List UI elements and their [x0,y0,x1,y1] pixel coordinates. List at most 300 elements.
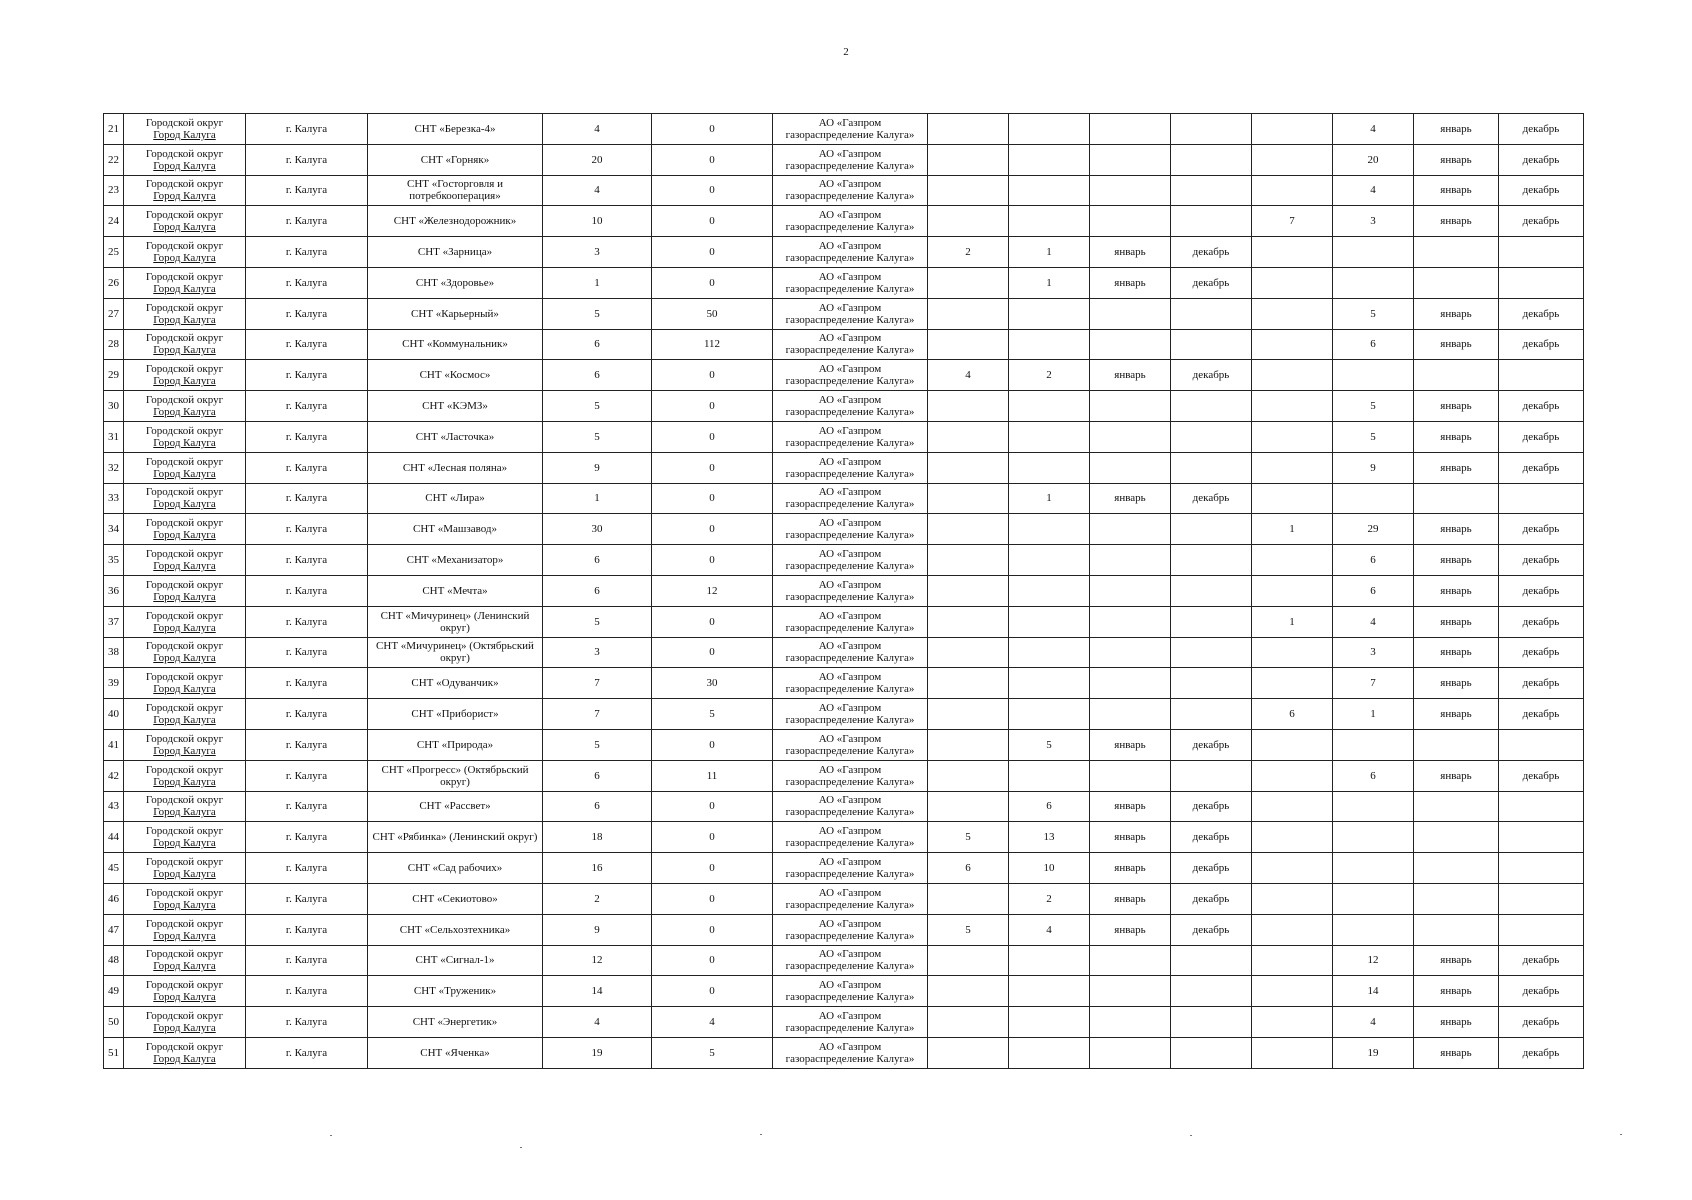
district-line-1: Городской округ [145,609,224,622]
district-cell [124,914,246,945]
value-col13-cell [1333,360,1414,391]
end-month-col11-cell [1171,1037,1252,1068]
start-month-col10-cell: январь [1090,267,1171,298]
district-cell [124,329,246,360]
district-line-1: Городской округ [145,886,224,899]
start-month-col10-cell [1090,421,1171,452]
value-col13-cell: 6 [1333,329,1414,360]
start-month-col14-cell: январь [1414,391,1499,422]
start-month-col14-cell: январь [1414,668,1499,699]
start-month-col10-cell: январь [1090,853,1171,884]
value-col9-cell [1009,1007,1090,1038]
row-number: 29 [104,360,124,391]
snt-name-cell: СНТ «Карьерный» [368,298,543,329]
district-cell [124,144,246,175]
count-total-cell: 5 [543,729,652,760]
row-number: 34 [104,514,124,545]
district-cell [124,575,246,606]
city-cell: г. Калуга [246,114,368,145]
city-cell: г. Калуга [246,606,368,637]
value-col12-cell [1252,360,1333,391]
table-row [104,822,1584,853]
district-line-1: Городской округ [145,640,224,653]
district-line-1: Городской округ [145,548,224,561]
district-cell [124,637,246,668]
end-month-col11-cell [1171,760,1252,791]
value-col9-cell: 6 [1009,791,1090,822]
district-cell [124,883,246,914]
value-col9-cell [1009,206,1090,237]
value-col12-cell: 1 [1252,514,1333,545]
count-second-cell: 0 [652,976,773,1007]
city-cell: г. Калуга [246,945,368,976]
row-number: 49 [104,976,124,1007]
count-second-cell: 0 [652,945,773,976]
city-cell: г. Калуга [246,1037,368,1068]
start-month-col10-cell: январь [1090,360,1171,391]
count-second-cell: 112 [652,329,773,360]
row-number: 32 [104,452,124,483]
count-second-cell: 0 [652,483,773,514]
start-month-col10-cell [1090,545,1171,576]
district-line-1: Городской округ [145,332,224,345]
value-col12-cell [1252,237,1333,268]
table-row [104,514,1584,545]
value-col12-cell [1252,668,1333,699]
value-col13-cell: 4 [1333,114,1414,145]
table-row [104,329,1584,360]
district-line-2: Город Калуга [153,221,216,234]
district-cell [124,483,246,514]
table-row [104,237,1584,268]
count-second-cell: 30 [652,668,773,699]
page-number: 2 [843,46,849,58]
district-cell [124,699,246,730]
district-line-1: Городской округ [145,301,224,314]
district-line-1: Городской округ [145,732,224,745]
value-col9-cell [1009,175,1090,206]
value-col8-cell [928,729,1009,760]
value-col9-cell: 1 [1009,483,1090,514]
count-total-cell: 4 [543,114,652,145]
value-col8-cell [928,175,1009,206]
start-month-col10-cell: январь [1090,822,1171,853]
district-line-2: Город Калуга [153,683,216,696]
row-number: 50 [104,1007,124,1038]
city-cell: г. Калуга [246,545,368,576]
district-line-1: Городской округ [145,671,224,684]
table-row [104,267,1584,298]
end-month-col11-cell [1171,699,1252,730]
end-month-col15-cell: декабрь [1499,329,1584,360]
count-second-cell: 0 [652,267,773,298]
value-col13-cell [1333,791,1414,822]
snt-name-cell: СНТ «Приборист» [368,699,543,730]
value-col13-cell [1333,237,1414,268]
count-second-cell: 50 [652,298,773,329]
value-col8-cell [928,329,1009,360]
gas-distribution-org-cell: АО «Газпром газораспределение Калуга» [773,760,928,791]
count-second-cell: 0 [652,391,773,422]
start-month-col14-cell: январь [1414,945,1499,976]
row-number: 47 [104,914,124,945]
value-col12-cell [1252,391,1333,422]
value-col9-cell [1009,545,1090,576]
end-month-col15-cell [1499,853,1584,884]
start-month-col10-cell [1090,175,1171,206]
start-month-col10-cell: январь [1090,483,1171,514]
district-cell [124,853,246,884]
count-second-cell: 0 [652,114,773,145]
start-month-col10-cell [1090,699,1171,730]
value-col12-cell [1252,421,1333,452]
start-month-col14-cell: январь [1414,175,1499,206]
district-line-2: Город Калуга [153,282,216,295]
gas-distribution-org-cell: АО «Газпром газораспределение Калуга» [773,391,928,422]
value-col9-cell [1009,298,1090,329]
end-month-col15-cell: декабрь [1499,1007,1584,1038]
city-cell: г. Калуга [246,1007,368,1038]
value-col8-cell [928,791,1009,822]
city-cell: г. Калуга [246,822,368,853]
start-month-col10-cell [1090,760,1171,791]
value-col8-cell [928,421,1009,452]
table-row [104,114,1584,145]
snt-name-cell: СНТ «Рябинка» (Ленинский округ) [368,822,543,853]
value-col12-cell [1252,791,1333,822]
value-col9-cell: 5 [1009,729,1090,760]
gas-distribution-org-cell: АО «Газпром газораспределение Калуга» [773,575,928,606]
table-row [104,298,1584,329]
snt-name-cell: СНТ «Лесная поляна» [368,452,543,483]
value-col8-cell [928,391,1009,422]
start-month-col10-cell [1090,945,1171,976]
snt-name-cell: СНТ «Сельхозтехника» [368,914,543,945]
gas-distribution-org-cell: АО «Газпром газораспределение Калуга» [773,976,928,1007]
gas-distribution-org-cell: АО «Газпром газораспределение Калуга» [773,914,928,945]
table-row [104,853,1584,884]
row-number: 26 [104,267,124,298]
city-cell: г. Калуга [246,760,368,791]
end-month-col15-cell: декабрь [1499,1037,1584,1068]
end-month-col15-cell: декабрь [1499,114,1584,145]
district-cell [124,237,246,268]
count-total-cell: 10 [543,206,652,237]
value-col8-cell: 2 [928,237,1009,268]
city-cell: г. Калуга [246,329,368,360]
start-month-col14-cell [1414,483,1499,514]
value-col9-cell [1009,452,1090,483]
value-col9-cell: 2 [1009,883,1090,914]
city-cell: г. Калуга [246,914,368,945]
count-second-cell: 0 [652,545,773,576]
value-col12-cell [1252,1007,1333,1038]
value-col9-cell [1009,514,1090,545]
value-col13-cell: 9 [1333,452,1414,483]
value-col12-cell [1252,637,1333,668]
value-col12-cell [1252,729,1333,760]
start-month-col14-cell: январь [1414,514,1499,545]
value-col13-cell: 19 [1333,1037,1414,1068]
district-line-2: Город Калуга [153,960,216,973]
snt-name-cell: СНТ «Ласточка» [368,421,543,452]
value-col13-cell: 1 [1333,699,1414,730]
start-month-col10-cell [1090,298,1171,329]
district-cell [124,114,246,145]
district-line-2: Город Калуга [153,929,216,942]
row-number: 27 [104,298,124,329]
district-line-1: Городской округ [145,116,224,129]
start-month-col14-cell: январь [1414,637,1499,668]
snt-name-cell: СНТ «Машзавод» [368,514,543,545]
start-month-col10-cell [1090,206,1171,237]
count-total-cell: 6 [543,791,652,822]
snt-name-cell: СНТ «Природа» [368,729,543,760]
value-col8-cell: 5 [928,914,1009,945]
city-cell: г. Калуга [246,237,368,268]
gas-distribution-org-cell: АО «Газпром газораспределение Калуга» [773,298,928,329]
district-cell [124,668,246,699]
count-second-cell: 5 [652,1037,773,1068]
end-month-col11-cell: декабрь [1171,791,1252,822]
row-number: 25 [104,237,124,268]
district-cell [124,175,246,206]
value-col13-cell: 6 [1333,575,1414,606]
count-total-cell: 20 [543,144,652,175]
count-total-cell: 6 [543,360,652,391]
end-month-col15-cell: декабрь [1499,637,1584,668]
city-cell: г. Калуга [246,729,368,760]
count-second-cell: 0 [652,637,773,668]
district-line-1: Городской округ [145,240,224,253]
snt-name-cell: СНТ «Труженик» [368,976,543,1007]
city-cell: г. Калуга [246,391,368,422]
end-month-col11-cell: декабрь [1171,237,1252,268]
end-month-col11-cell: декабрь [1171,883,1252,914]
end-month-col11-cell [1171,114,1252,145]
start-month-col10-cell [1090,637,1171,668]
table-row [104,699,1584,730]
value-col12-cell [1252,575,1333,606]
end-month-col15-cell: декабрь [1499,606,1584,637]
snt-name-cell: СНТ «Механизатор» [368,545,543,576]
start-month-col10-cell [1090,1007,1171,1038]
snt-name-cell: СНТ «Зарница» [368,237,543,268]
end-month-col15-cell: декабрь [1499,760,1584,791]
district-line-2: Город Калуга [153,190,216,203]
count-total-cell: 2 [543,883,652,914]
value-col13-cell: 3 [1333,637,1414,668]
city-cell: г. Калуга [246,267,368,298]
count-total-cell: 1 [543,267,652,298]
end-month-col11-cell: декабрь [1171,267,1252,298]
district-line-2: Город Калуга [153,621,216,634]
table-row [104,175,1584,206]
value-col8-cell [928,545,1009,576]
end-month-col15-cell [1499,237,1584,268]
start-month-col10-cell [1090,606,1171,637]
count-second-cell: 0 [652,452,773,483]
district-cell [124,298,246,329]
gas-distribution-org-cell: АО «Газпром газораспределение Калуга» [773,853,928,884]
value-col12-cell [1252,144,1333,175]
district-line-2: Город Калуга [153,590,216,603]
end-month-col15-cell [1499,360,1584,391]
value-col12-cell [1252,175,1333,206]
gas-distribution-org-cell: АО «Газпром газораспределение Калуга» [773,1007,928,1038]
table-row [104,360,1584,391]
start-month-col10-cell [1090,329,1171,360]
end-month-col11-cell [1171,452,1252,483]
end-month-col11-cell [1171,575,1252,606]
value-col13-cell: 12 [1333,945,1414,976]
count-total-cell: 5 [543,606,652,637]
district-line-1: Городской округ [145,948,224,961]
value-col8-cell [928,452,1009,483]
district-line-1: Городской округ [145,825,224,838]
gas-distribution-org-cell: АО «Газпром газораспределение Калуга» [773,421,928,452]
end-month-col15-cell [1499,483,1584,514]
count-total-cell: 5 [543,298,652,329]
gas-distribution-org-cell: АО «Газпром газораспределение Калуга» [773,729,928,760]
end-month-col15-cell: декабрь [1499,514,1584,545]
city-cell: г. Калуга [246,853,368,884]
district-line-1: Городской округ [145,917,224,930]
value-col13-cell [1333,853,1414,884]
gas-distribution-org-cell: АО «Газпром газораспределение Калуга» [773,945,928,976]
value-col9-cell [1009,1037,1090,1068]
start-month-col14-cell [1414,267,1499,298]
end-month-col11-cell [1171,545,1252,576]
value-col13-cell: 7 [1333,668,1414,699]
snt-name-cell: СНТ «Энергетик» [368,1007,543,1038]
end-month-col11-cell: декабрь [1171,822,1252,853]
district-line-2: Город Калуга [153,898,216,911]
value-col8-cell [928,883,1009,914]
district-cell [124,421,246,452]
table-row [104,883,1584,914]
district-cell [124,822,246,853]
value-col9-cell [1009,606,1090,637]
row-number: 23 [104,175,124,206]
end-month-col11-cell [1171,1007,1252,1038]
value-col13-cell [1333,267,1414,298]
row-number: 48 [104,945,124,976]
end-month-col15-cell [1499,822,1584,853]
snt-name-cell: СНТ «Секиотово» [368,883,543,914]
table-row [104,637,1584,668]
end-month-col11-cell [1171,144,1252,175]
district-line-1: Городской округ [145,856,224,869]
end-month-col11-cell [1171,391,1252,422]
row-number: 31 [104,421,124,452]
end-month-col11-cell [1171,421,1252,452]
end-month-col11-cell: декабрь [1171,483,1252,514]
table-row [104,791,1584,822]
value-col12-cell [1252,483,1333,514]
table-row [104,1007,1584,1038]
city-cell: г. Калуга [246,637,368,668]
city-cell: г. Калуга [246,483,368,514]
district-line-2: Город Калуга [153,529,216,542]
district-line-2: Город Калуга [153,467,216,480]
end-month-col15-cell: декабрь [1499,206,1584,237]
count-second-cell: 0 [652,514,773,545]
value-col12-cell [1252,298,1333,329]
value-col9-cell [1009,144,1090,175]
city-cell: г. Калуга [246,668,368,699]
start-month-col14-cell: январь [1414,760,1499,791]
value-col13-cell: 4 [1333,175,1414,206]
value-col12-cell [1252,760,1333,791]
value-col8-cell [928,668,1009,699]
start-month-col14-cell: январь [1414,298,1499,329]
gas-distribution-org-cell: АО «Газпром газораспределение Калуга» [773,144,928,175]
value-col9-cell: 2 [1009,360,1090,391]
end-month-col11-cell: декабрь [1171,360,1252,391]
count-total-cell: 3 [543,637,652,668]
value-col13-cell [1333,914,1414,945]
value-col8-cell [928,267,1009,298]
snt-name-cell: СНТ «КЭМЗ» [368,391,543,422]
row-number: 41 [104,729,124,760]
district-cell [124,206,246,237]
start-month-col14-cell: январь [1414,421,1499,452]
district-line-1: Городской округ [145,270,224,283]
end-month-col15-cell: декабрь [1499,699,1584,730]
end-month-col15-cell: декабрь [1499,452,1584,483]
count-total-cell: 7 [543,699,652,730]
start-month-col10-cell [1090,575,1171,606]
snt-name-cell: СНТ «Мичуринец» (Ленинский округ) [368,606,543,637]
value-col9-cell [1009,945,1090,976]
district-line-1: Городской округ [145,147,224,160]
count-total-cell: 30 [543,514,652,545]
count-total-cell: 14 [543,976,652,1007]
start-month-col14-cell: январь [1414,699,1499,730]
table-row [104,421,1584,452]
district-line-2: Город Калуга [153,1052,216,1065]
district-line-2: Город Калуга [153,128,216,141]
value-col9-cell [1009,329,1090,360]
end-month-col11-cell [1171,298,1252,329]
row-number: 30 [104,391,124,422]
district-line-2: Город Калуга [153,252,216,265]
start-month-col10-cell [1090,452,1171,483]
gas-distribution-org-cell: АО «Газпром газораспределение Калуга» [773,360,928,391]
gas-distribution-org-cell: АО «Газпром газораспределение Калуга» [773,114,928,145]
start-month-col14-cell: январь [1414,1007,1499,1038]
count-second-cell: 4 [652,1007,773,1038]
snt-name-cell: СНТ «Космос» [368,360,543,391]
district-line-2: Город Калуга [153,991,216,1004]
start-month-col10-cell: январь [1090,237,1171,268]
row-number: 38 [104,637,124,668]
count-total-cell: 12 [543,945,652,976]
value-col9-cell: 13 [1009,822,1090,853]
district-cell [124,606,246,637]
row-number: 51 [104,1037,124,1068]
gas-distribution-org-cell: АО «Газпром газораспределение Калуга» [773,883,928,914]
district-cell [124,945,246,976]
city-cell: г. Калуга [246,575,368,606]
start-month-col10-cell [1090,668,1171,699]
snt-name-cell: СНТ «Рассвет» [368,791,543,822]
end-month-col15-cell: декабрь [1499,421,1584,452]
value-col8-cell [928,760,1009,791]
value-col8-cell [928,1037,1009,1068]
value-col13-cell: 5 [1333,421,1414,452]
